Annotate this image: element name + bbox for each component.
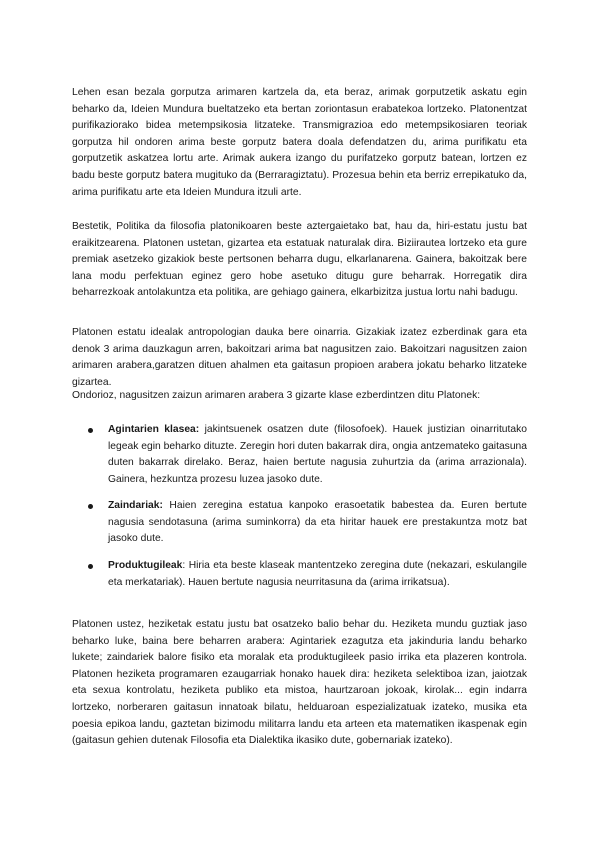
class-term: Produktugileak [108, 560, 183, 571]
class-term: Agintarien klasea: [108, 424, 200, 435]
paragraph-social-classes-intro: Ondorioz, nagusitzen zaizun arimaren arabera 3 gizarte klase ezberdintzen ditu Platonek: [72, 390, 481, 401]
bullet-dot-icon [88, 504, 93, 509]
bullet-list-item [88, 558, 527, 591]
paragraph-ideal-state: Platonen estatu idealak antropologian dauka bere oinarria. Gizakiak izatez ezberdinak gara eta denok 3 arima dauzkagun arren, bakoitzari arima bat nagusitzen zaio. Bakoitzari nagusitzen zaion arimaren arabera,garatzen dituen ahalmen eta gaitasun propioen arabera jokatu beharko litzateke gizartea. [72, 327, 527, 388]
class-description: Haien zeregina estatua kanpoko erasoetatik babestea da. Euren bertute nagusia sendotasuna (arima suminkorra) da eta hiritar hauek ere prestakuntza motz bat jasoko dute. [108, 500, 527, 545]
class-description: jakintsuenek osatzen dute (filosofoek). Hauek justizian oinarritutako legeak egin beharko dituzte. Zeregin hori duten bakarrak dira, ongia antzemateko gaitasuna duten bakarrak direlako. Beraz, haien bertute nagusia zuhurtzia da (arima arrazionala). Gainera, hezkuntza prozesu luzea jasoko dute. [108, 424, 527, 485]
class-term: Zaindariak: [108, 500, 163, 511]
paragraph-education: Platonen ustez, heziketak estatu justu bat osatzeko balio behar du. Heziketa mundu guztiak jaso beharko luke, baina bere beharren arabera: Agintariek ezagutza eta jakinduria landu beharko lukete; zaindariek balore fisiko eta moralak eta produktugileek pasio irrika eta plazeren kontrola. Platonen heziketa programaren ezaugarriak honako hauek dira: heziketa selektiboa izan, jaiotzak eta sexua kontrolatu, heziketa publiko eta mistoa, haurtzaroan jokoak, kirolak... egin indarra lortzeko, norberaren gaitasun innatoak bilatu, helduaroan espezializatuak izateko, musika eta poesia epikoa landu, gaztetan bizimodu militarra landu eta arteen eta matematiken ikaspenak egin (gaitasun gehien dutenak Filosofia eta Dialektika ikasiko dute, gobernariak izateko). [72, 619, 527, 747]
paragraph-politics: Bestetik, Politika da filosofia platonikoaren beste aztergaietako bat, hau da, hiri-estatu justu bat eraikitzearena. Platonen ustetan, gizartea eta estatuak naturalak dira. Biziirautea lortzeko eta gure premiak asetzeko gizakiok beste pertsonen beharra dugu, elkarlanarena. Gainera, bakoitzak bere lana modu perfektuan eginez gero hobe asetuko ditugu gure beharrak. Horregatik dira beharrezkoak antolakuntza eta politika, are gehiago gainera, elkarbizitza justua lortu nahi badugu. [72, 221, 527, 299]
paragraph-metempsychosis: Lehen esan bezala gorputza arimaren kartzela da, eta beraz, arimak gorputzetik askatu egin beharko da, Ideien Mundura bueltatzeko eta bertan zoriontasun erabatekoa lortzeko. Platonentzat purifikaziorako bidea metempsikosia litzateke. Transmigrazioa edo metempsikosiaren teoriak gorputza hil ondoren arima beste gorputz batera doala defendatzen du, arima purifikatu eta gorputzetik askatzea lortu arte. Arimak aukera izango du purifatzeko gorputz batean, lortzen ez badu beste gorputz batera mugituko da (Berraragiztatu). Prozesua behin eta berriz errepikatuko da, arima purifikatu arte eta Ideien Mundura itzuli arte. [72, 87, 527, 198]
bullet-dot-icon [88, 428, 93, 433]
bullet-list-item [88, 422, 527, 488]
class-description: : Hiria eta beste klaseak mantentzeko zeregina dute (nekazari, eskulangile eta merkatariak). Hauen bertute nagusia neurritasuna da (arima irrikatsua). [108, 560, 527, 588]
bullet-dot-icon [88, 564, 93, 569]
bullet-list-item [88, 498, 527, 548]
